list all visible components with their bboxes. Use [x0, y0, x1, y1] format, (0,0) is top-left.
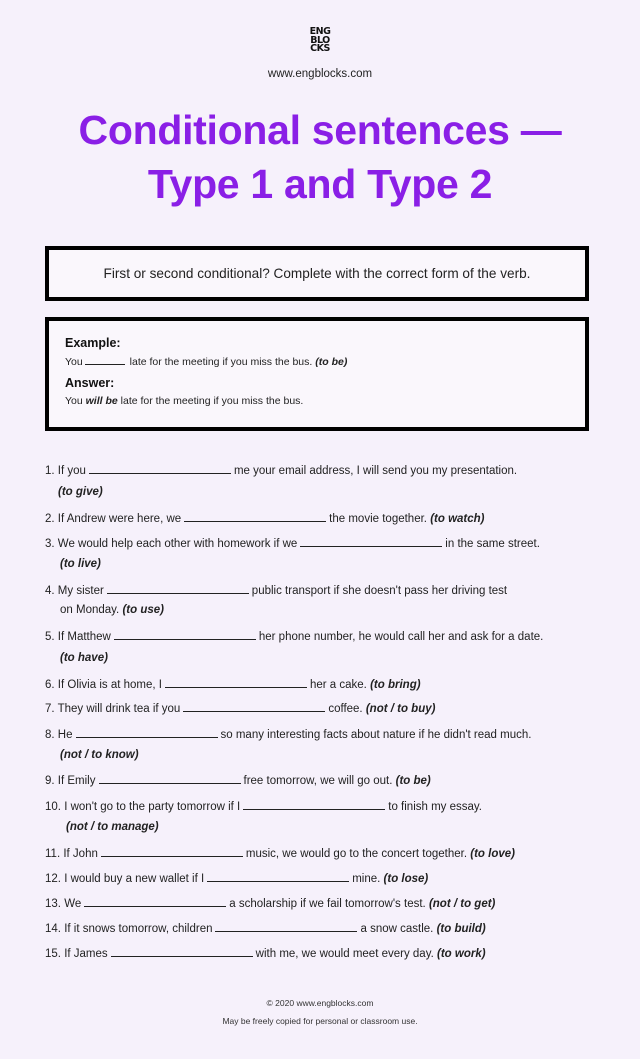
question-15: 15. If James with me, we would meet every day. (to work): [45, 948, 486, 960]
footer-copyright: © 2020 www.engblocks.com: [266, 998, 374, 1008]
example-label: Example:: [65, 336, 121, 350]
question-1: 1. If you me your email address, I will send you my presentation.: [45, 465, 518, 477]
hint-8: (not / to know): [60, 749, 139, 761]
answer-blank[interactable]: [243, 799, 385, 810]
answer-blank[interactable]: [101, 846, 243, 857]
footer-note: May be freely copied for personal or classroom use.: [222, 1016, 418, 1026]
hint-3: (to live): [60, 558, 101, 570]
hint-5: (to have): [60, 652, 108, 664]
question-2: 2. If Andrew were here, we the movie together. (to watch): [45, 513, 485, 525]
answer-label: Answer:: [65, 376, 115, 390]
question-9: 9. If Emily free tomorrow, we will go out. (to be): [45, 775, 431, 787]
answer-blank[interactable]: [183, 701, 325, 712]
hint-1: (to give): [58, 486, 103, 498]
example-box: [45, 317, 589, 431]
answer-blank[interactable]: [207, 871, 349, 882]
answer-blank[interactable]: [76, 727, 218, 738]
question-13: 13. We a scholarship if we fail tomorrow's test. (not / to get): [45, 898, 496, 910]
question-6: 6. If Olivia is at home, I her a cake. (to bring): [45, 679, 421, 691]
site-url[interactable]: www.engblocks.com: [267, 68, 373, 80]
instruction-text: First or second conditional? Complete with the correct form of the verb.: [103, 266, 531, 281]
answer-blank[interactable]: [300, 536, 442, 547]
question-4: 4. My sister public transport if she doesn't pass her driving test: [45, 585, 508, 597]
answer-sentence: You will be late for the meeting if you miss the bus.: [65, 395, 304, 407]
answer-blank[interactable]: [215, 921, 357, 932]
answer-blank[interactable]: [165, 677, 307, 688]
question-11: 11. If John music, we would go to the concert together. (to love): [45, 848, 515, 860]
answer-blank[interactable]: [89, 463, 231, 474]
page-title: Conditional sentences — Type 1 and Type 2: [78, 107, 562, 207]
answer-blank[interactable]: [84, 896, 226, 907]
example-blank: [85, 355, 125, 365]
question-4-continued: on Monday. (to use): [60, 604, 164, 616]
answer-blank[interactable]: [99, 773, 241, 784]
question-14: 14. If it snows tomorrow, children a snow castle. (to build): [45, 923, 486, 935]
question-3: 3. We would help each other with homework if we in the same street.: [45, 538, 540, 550]
question-10: 10. I won't go to the party tomorrow if I to finish my essay.: [45, 801, 483, 813]
answer-blank[interactable]: [184, 511, 326, 522]
hint-10: (not / to manage): [66, 821, 159, 833]
answer-blank[interactable]: [111, 946, 253, 957]
question-8: 8. He so many interesting facts about nature if he didn't read much.: [45, 729, 532, 741]
instruction-box: [45, 246, 589, 301]
question-5: 5. If Matthew her phone number, he would call her and ask for a date.: [45, 631, 544, 643]
example-sentence: You late for the meeting if you miss the bus. (to be): [65, 356, 348, 368]
question-7: 7. They will drink tea if you coffee. (not / to buy): [45, 703, 436, 715]
answer-blank[interactable]: [114, 629, 256, 640]
question-12: 12. I would buy a new wallet if I mine. (to lose): [45, 873, 429, 885]
engblocks-logo: ENG BLO CKS: [309, 26, 331, 54]
answer-blank[interactable]: [107, 583, 249, 594]
